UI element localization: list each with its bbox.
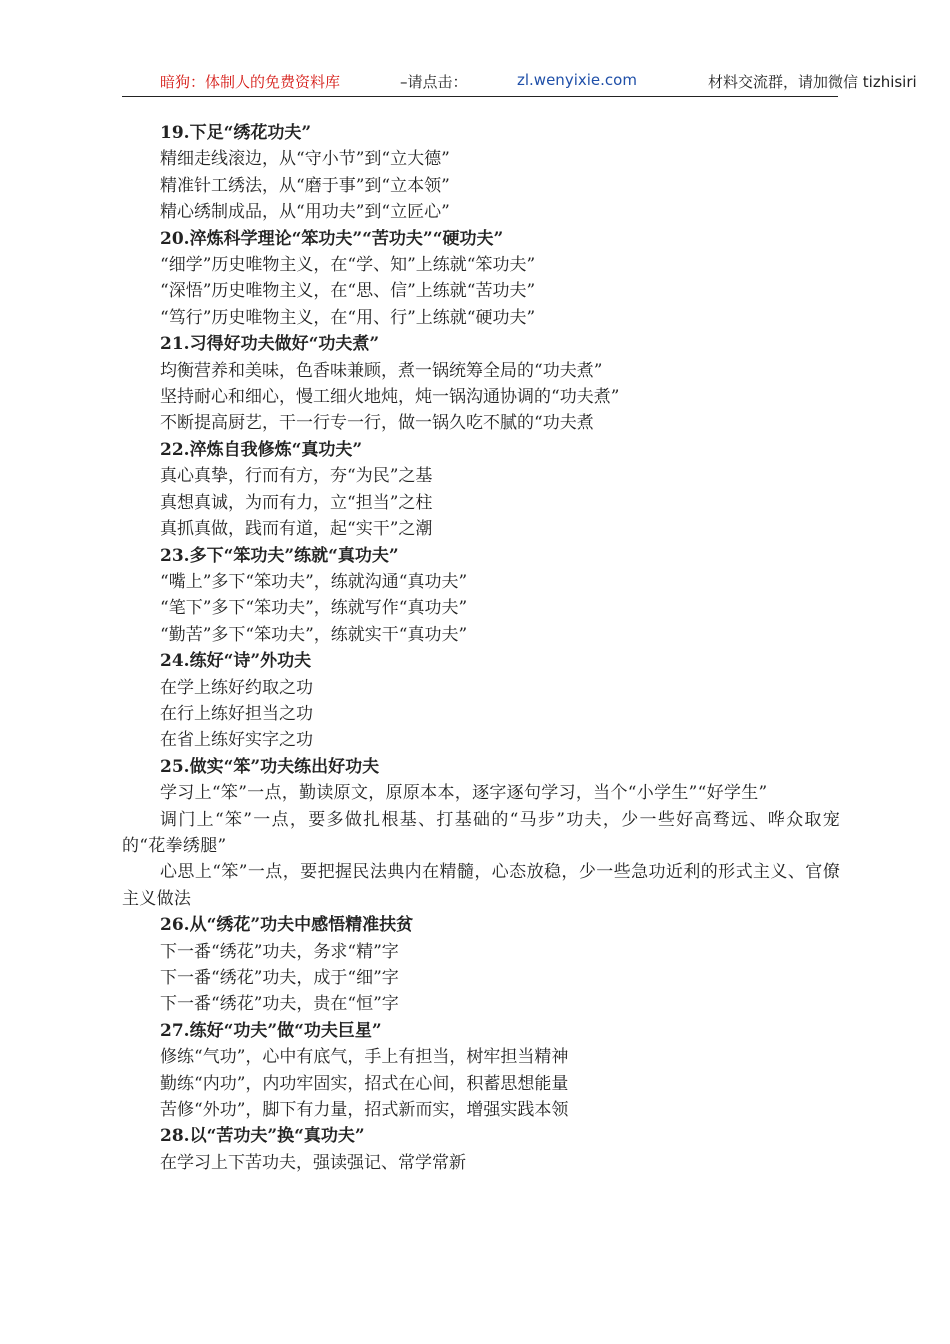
text-line: 均衡营养和美味，色香味兼顾，煮一锅统筹全局的“功夫煮” — [160, 360, 603, 381]
text-line: 真抓真做，践而有道，起“实干”之潮 — [160, 519, 433, 540]
text-line: “细学”历史唯物主义，在“学、知”上练就“笨功夫” — [160, 255, 536, 276]
text-line: 在学上练好约取之功 — [160, 677, 313, 698]
text-line: 下一番“绣花”功夫，成于“细”字 — [160, 968, 399, 988]
section-heading: 19.下足“绣花功夫” — [160, 123, 312, 143]
text-line: “深悟”历史唯物主义，在“思、信”上练就“苦功夫” — [160, 281, 536, 302]
text-line: 精准针工绣法，从“磨于事”到“立本领” — [160, 175, 450, 196]
text-line: 精心绣制成品，从“用功夫”到“立匠心” — [160, 202, 450, 223]
section-heading: 25.做实“笨”功夫练出好功夫 — [160, 756, 380, 777]
document-body — [122, 120, 840, 1176]
text-line: 在学习上下苦功夫，强读强记、常学常新 — [160, 1152, 466, 1173]
section-heading: 26.从“绣花”功夫中感悟精准扶贫 — [160, 915, 414, 936]
text-line: “勤苦”多下“笨功夫”，练就实干“真功夫” — [160, 624, 468, 645]
section-heading: 20.淬炼科学理论“笨功夫”“苦功夫”“硬功夫” — [160, 228, 504, 249]
text-paragraph: 调门上“笨”一点，要多做扎根基、打基础的“马步”功夫，少一些好高骛远、哗众取宠的“花拳绣腿” — [122, 809, 840, 856]
section-heading: 28.以“苦功夫”换“真功夫” — [160, 1126, 365, 1147]
text-paragraph: 学习上“笨”一点，勤读原文，原原本本，逐字逐句学习，当个“小学生”“好学生” — [160, 783, 768, 804]
click-prompt: –请点击： — [400, 73, 468, 91]
text-line: 修练“气功”，心中有底气，手上有担当，树牢担当精神 — [160, 1047, 569, 1068]
text-line: 在省上练好实字之功 — [160, 730, 313, 751]
text-line: 真想真诚，为而有力，立“担当”之柱 — [160, 492, 433, 513]
text-line: “笃行”历史唯物主义，在“用、行”上练就“硬功夫” — [160, 307, 536, 328]
section-heading: 22.淬炼自我修炼“真功夫” — [160, 439, 363, 460]
section-heading: 27.练好“功夫”做“功夫巨星” — [160, 1020, 382, 1041]
section-heading: 21.习得好功夫做好“功夫煮” — [160, 334, 380, 355]
text-line: 苦修“外功”，脚下有力量，招式新而实，增强实践本领 — [160, 1100, 569, 1121]
wechat-group-note: 材料交流群，请加微信 tizhisiri — [708, 73, 917, 91]
text-line: 不断提高厨艺，干一行专一行，做一锅久吃不腻的“功夫煮 — [160, 413, 594, 434]
text-paragraph: 心思上“笨”一点，要把握民法典内在精髓，心态放稳，少一些急功近利的形式主义、官僚主义做法 — [122, 862, 840, 909]
text-line: 精细走线滚边，从“守小节”到“立大德” — [160, 149, 450, 170]
section-heading: 23.多下“笨功夫”练就“真功夫” — [160, 545, 399, 566]
text-line: 下一番“绣花”功夫，务求“精”字 — [160, 941, 399, 962]
text-line: 坚持耐心和细心，慢工细火地炖，炖一锅沟通协调的“功夫煮” — [160, 387, 620, 408]
text-line: 勤练“内功”，内功牢固实，招式在心间，积蓄思想能量 — [160, 1073, 569, 1094]
text-line: 在行上练好担当之功 — [160, 703, 313, 724]
text-line: 真心真挚，行而有方，夯“为民”之基 — [160, 466, 433, 487]
text-line: “嘴上”多下“笨功夫”，练就沟通“真功夫” — [160, 571, 468, 592]
page-header — [122, 68, 917, 97]
site-link[interactable]: zl.wenyixie.com — [517, 71, 637, 89]
text-line: 下一番“绣花”功夫，贵在“恒”字 — [160, 994, 399, 1015]
text-line: “笔下”多下“笨功夫”，练就写作“真功夫” — [160, 598, 468, 619]
site-name: 暗狗：体制人的免费资料库 — [160, 73, 341, 91]
section-heading: 24.练好“诗”外功夫 — [160, 651, 312, 672]
